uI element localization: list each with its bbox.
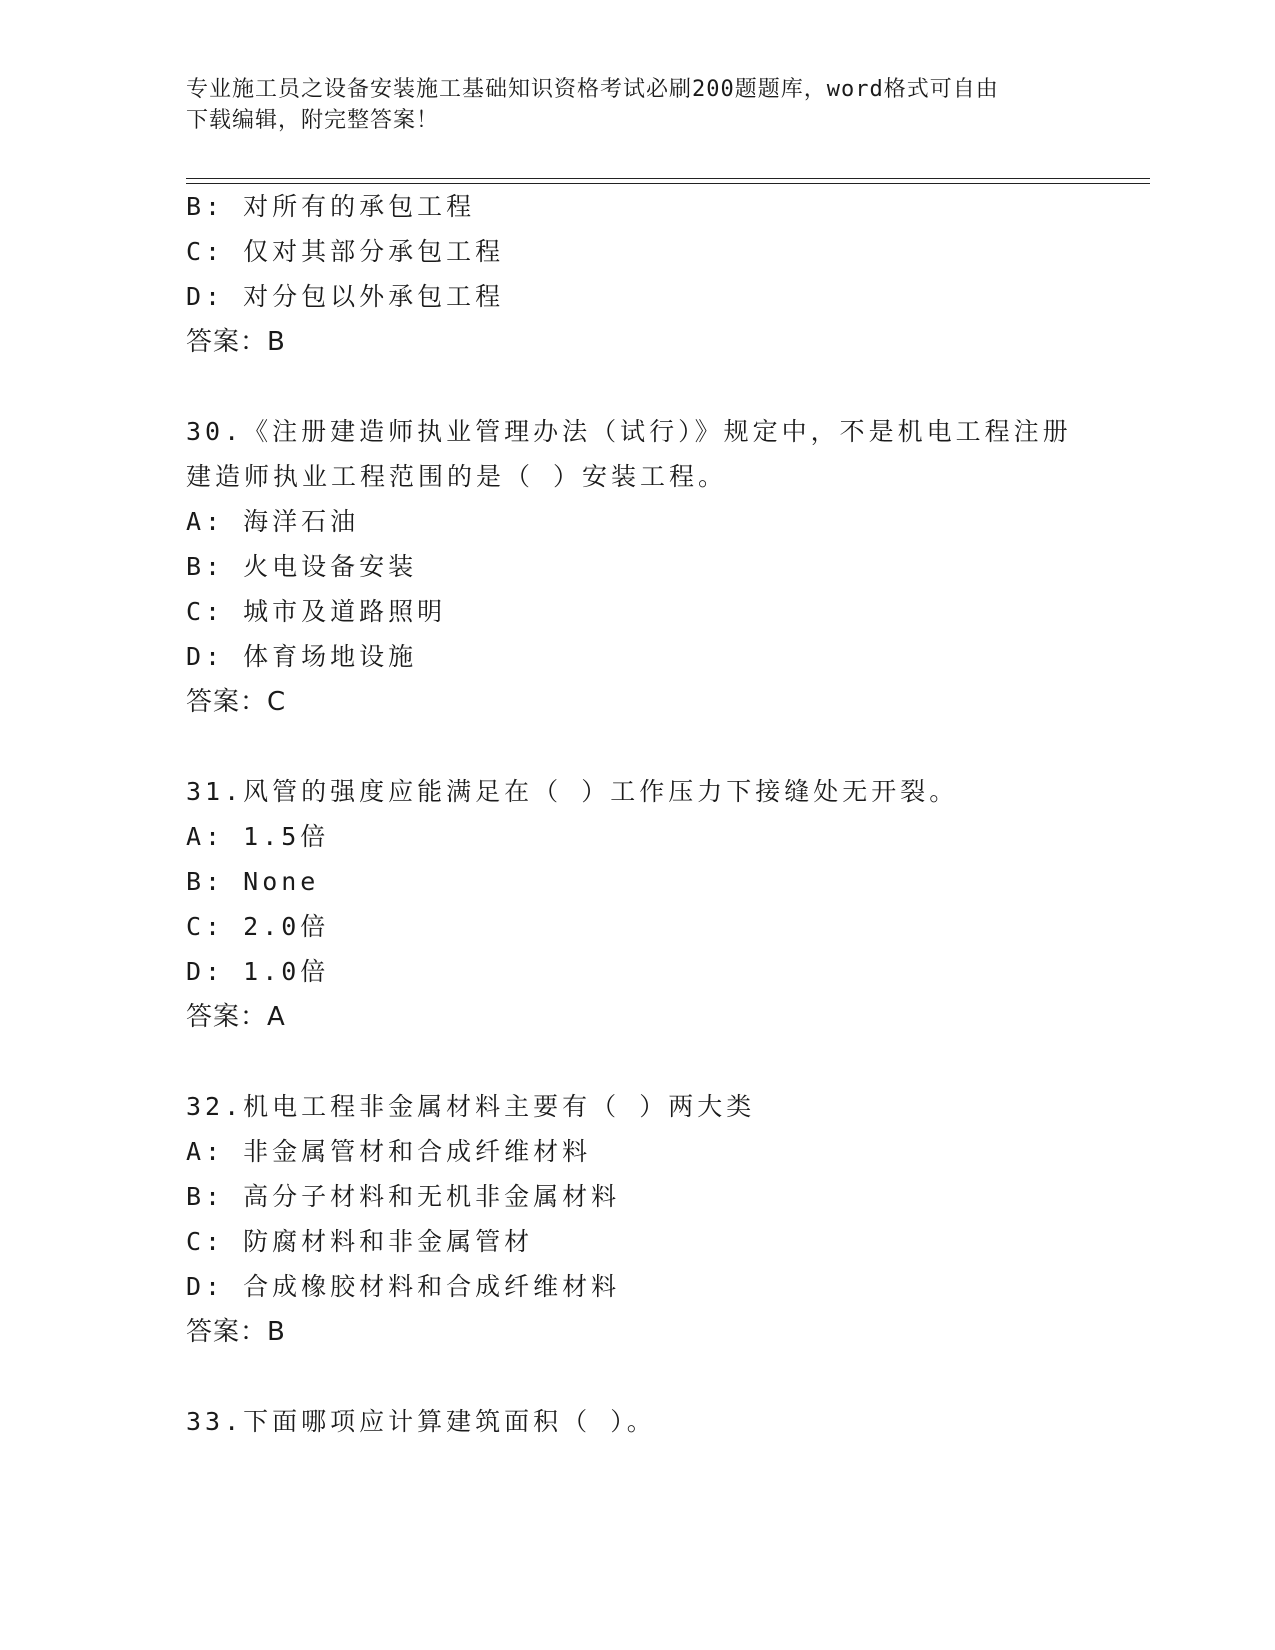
q32-option-c: C: 防腐材料和非金属管材 bbox=[186, 1227, 534, 1256]
header-line-2: 下载编辑，附完整答案！ bbox=[186, 108, 440, 133]
q30-stem-line-1: 30.《注册建造师执业管理办法（试行）》规定中，不是机电工程注册 bbox=[186, 417, 1072, 446]
q32-answer: 答案：B bbox=[186, 1317, 286, 1347]
q29-option-d: D: 对分包以外承包工程 bbox=[186, 282, 505, 311]
q32-option-d: D: 合成橡胶材料和合成纤维材料 bbox=[186, 1272, 621, 1301]
q29-option-b: B: 对所有的承包工程 bbox=[186, 192, 476, 221]
q31-option-b: B: None bbox=[186, 867, 320, 896]
q31-answer: 答案：A bbox=[186, 1002, 286, 1032]
q32-option-b: B: 高分子材料和无机非金属材料 bbox=[186, 1182, 621, 1211]
q30-answer: 答案：C bbox=[186, 687, 287, 717]
header-line-1: 专业施工员之设备安装施工基础知识资格考试必刷200题题库，word格式可自由 bbox=[186, 77, 999, 102]
q31-option-c: C: 2.0倍 bbox=[186, 912, 330, 941]
q30-option-b: B: 火电设备安装 bbox=[186, 552, 418, 581]
q31-option-d: D: 1.0倍 bbox=[186, 957, 330, 986]
q29-answer: 答案：B bbox=[186, 327, 286, 357]
q31-stem: 31.风管的强度应能满足在（ ）工作压力下接缝处无开裂。 bbox=[186, 777, 959, 806]
q29-option-c: C: 仅对其部分承包工程 bbox=[186, 237, 505, 266]
document-header bbox=[186, 74, 1066, 136]
q30-option-a: A: 海洋石油 bbox=[186, 507, 360, 536]
q30-option-d: D: 体育场地设施 bbox=[186, 642, 418, 671]
header-divider-top bbox=[186, 178, 1150, 179]
q33-stem: 33.下面哪项应计算建筑面积（ ）。 bbox=[186, 1407, 656, 1436]
q30-option-c: C: 城市及道路照明 bbox=[186, 597, 447, 626]
q30-stem-line-2: 建造师执业工程范围的是（ ）安装工程。 bbox=[186, 462, 728, 491]
q32-option-a: A: 非金属管材和合成纤维材料 bbox=[186, 1137, 592, 1166]
q31-option-a: A: 1.5倍 bbox=[186, 822, 330, 851]
q32-stem: 32.机电工程非金属材料主要有（ ）两大类 bbox=[186, 1092, 756, 1121]
header-divider-bottom bbox=[186, 183, 1150, 184]
